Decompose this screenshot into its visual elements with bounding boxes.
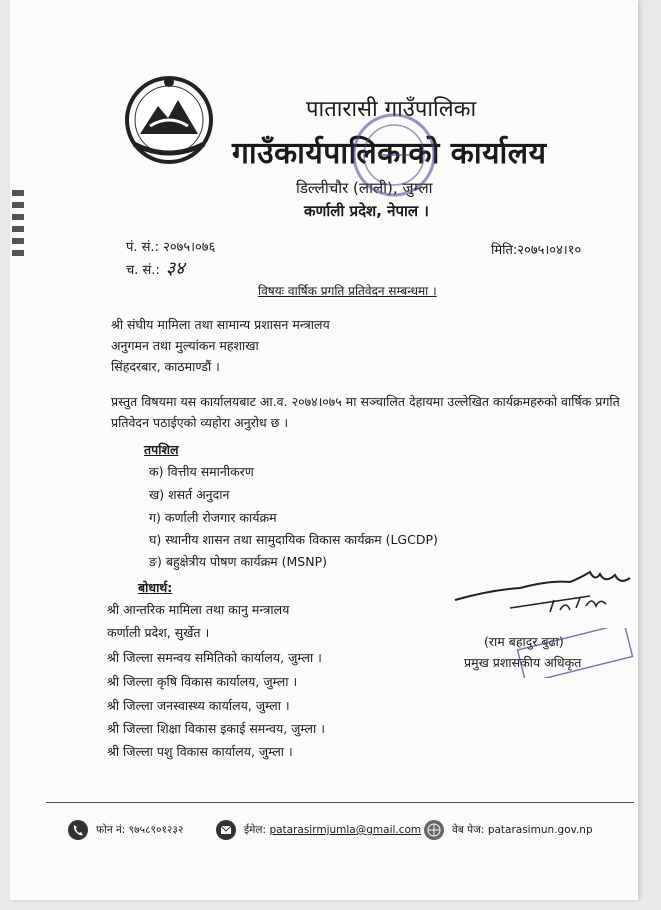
- office-stamp: [348, 110, 440, 200]
- footer-web: [424, 820, 593, 840]
- cc-item: श्री जिल्ला पशु विकास कार्यालय, जुम्ला ।: [107, 744, 293, 759]
- nepal-emblem-logo: [120, 74, 218, 166]
- dispatch-value: ३४: [165, 258, 185, 279]
- web-address[interactable]: patarasimun.gov.np: [487, 824, 593, 836]
- cc-item: श्री आन्तरिक मामिला तथा कानु मन्त्रालय: [107, 602, 290, 617]
- addressee-line-1: श्री संघीय मामिला तथा सामान्य प्रशासन मन्त्रालय: [111, 317, 330, 332]
- letter-body: प्रस्तुत विषयमा यस कार्यालयबाट आ.व. २०७४।०७५ मा सञ्चालित देहायमा उल्लेखित कार्यक्रमहरुको वार्षिक प्रगति प्रतिवेदन पठाईएको व्यहोरा अनुरोध छ ।: [111, 394, 620, 430]
- cc-heading: बोधार्थ:: [138, 580, 173, 595]
- detail-item: ग) कर्णाली रोजगार कार्यक्रम: [149, 510, 277, 525]
- email-label: ईमेल:: [244, 824, 267, 836]
- detail-item: ख) शसर्त अनुदान: [149, 487, 230, 502]
- footer-divider: [46, 802, 634, 803]
- dispatch-number: [126, 256, 185, 280]
- details-heading: तपशिल: [144, 442, 179, 457]
- fiscal-year-ref: पं. सं.: २०७५।०७६: [126, 240, 216, 255]
- cc-item: श्री जिल्ला कृषि विकास कार्यालय, जुम्ला ।: [107, 674, 298, 689]
- cc-item: श्री जिल्ला समन्वय समितिको कार्यालय, जुम्ला ।: [107, 650, 322, 665]
- cc-item: कर्णाली प्रदेश, सुर्खेत ।: [107, 625, 210, 640]
- email-icon: [216, 820, 236, 840]
- signatory-title: प्रमुख प्रशासकीय अधिकृत: [464, 655, 582, 670]
- detail-item: घ) स्थानीय शासन तथा सामुदायिक विकास कार्यक्रम (LGCDP): [149, 532, 438, 547]
- letter-page: [10, 0, 638, 900]
- addressee-line-3: सिंहदरबार, काठमाण्डौं ।: [111, 359, 220, 374]
- cc-item: श्री जिल्ला जनस्वास्थ्य कार्यालय, जुम्ला ।: [107, 698, 290, 713]
- edge-binding-marks: [10, 180, 32, 270]
- office-address: डिल्लीचौर (लाली), जुम्ला: [296, 179, 433, 197]
- letter-date: मिति:२०७५।०४।१०: [491, 243, 582, 258]
- cc-item: श्री जिल्ला शिक्षा विकास इकाई समन्वय, जुम्ला ।: [107, 721, 325, 736]
- web-label: वेब पेज:: [452, 824, 485, 836]
- globe-icon: [424, 820, 444, 840]
- signatory-name: (राम बहादुर बुढा): [484, 634, 564, 649]
- footer-phone: [68, 820, 183, 840]
- letter-subject: विषयः वार्षिक प्रगति प्रतिवेदन सम्बन्धमा ।: [258, 284, 437, 298]
- dispatch-label: च. सं.:: [126, 263, 160, 278]
- municipality-name: पातारासी गाउँपालिका: [306, 97, 477, 122]
- addressee-line-2: अनुगमन तथा मुल्यांकन महशाखा: [111, 338, 259, 353]
- detail-item: ङ) बहुक्षेत्रीय पोषण कार्यक्रम (MSNP): [149, 554, 327, 569]
- signature-stamp: [516, 628, 636, 678]
- phone-icon: [68, 820, 88, 840]
- office-name: गाउँकार्यपालिकाको कार्यालय: [232, 136, 547, 171]
- phone-text: फोन नं: ९७५८९०१२३२: [96, 824, 184, 836]
- email-address[interactable]: patarasirmjumla@gmail.com: [269, 824, 422, 836]
- handwritten-signature: [450, 560, 650, 630]
- province-country: कर्णाली प्रदेश, नेपाल ।: [304, 202, 429, 220]
- detail-item: क) वित्तीय समानीकरण: [149, 464, 254, 479]
- footer-email: [216, 820, 421, 840]
